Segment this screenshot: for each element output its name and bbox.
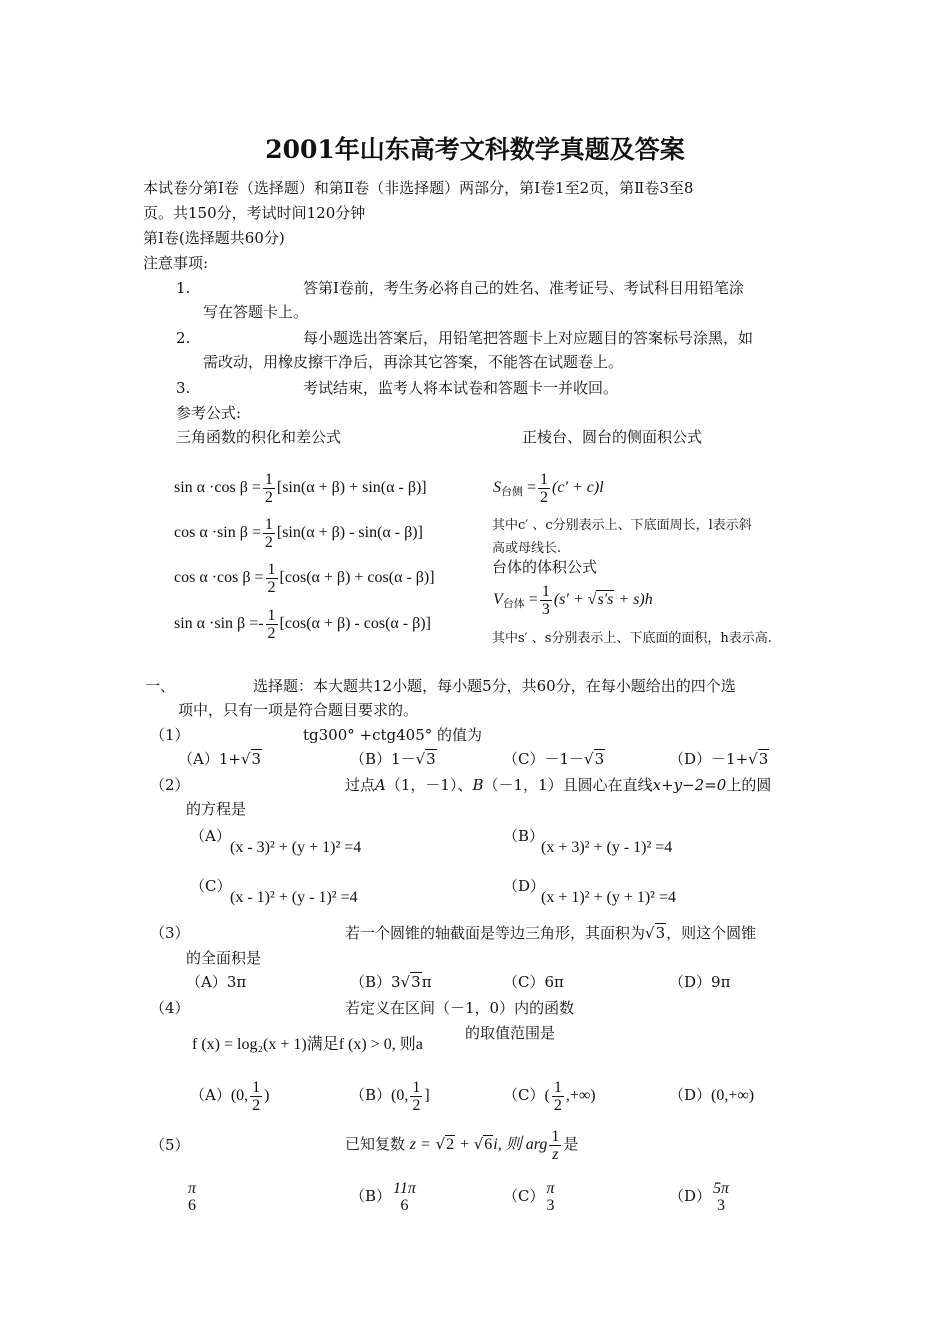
- square-root: 3: [758, 750, 769, 768]
- fraction-denominator: z: [552, 1145, 559, 1163]
- question-number: （3）: [150, 924, 190, 942]
- option-label: （C）: [503, 1086, 545, 1104]
- option-label: （D）－1+: [669, 750, 749, 768]
- square-root: s′s: [597, 591, 614, 608]
- square-root: 3: [426, 750, 436, 768]
- fraction-numerator: 1: [264, 515, 273, 533]
- formula-rhs: [sin(α + β) + sin(α - β)]: [276, 479, 427, 496]
- formula-part: z =: [409, 1136, 431, 1153]
- option-label: （C）: [503, 1187, 545, 1205]
- square-root: 3: [594, 750, 605, 768]
- square-root: 3: [251, 750, 262, 768]
- fraction-numerator: 11π: [393, 1180, 416, 1197]
- trig-formula: [174, 604, 472, 644]
- note-text: 写在答题卡上。: [203, 303, 309, 321]
- interval-part: (0,: [391, 1087, 409, 1104]
- option-label: （C）: [190, 877, 232, 895]
- question-stem: 已知复数 z = √2 + √6i, 则 arg $\frac{1}{z}$ 是: [345, 1127, 579, 1163]
- fraction-numerator: π: [546, 1180, 555, 1197]
- volume-formula: $V_{台体}$ = $\frac{1}{3}$ (s′ + √s′s + s)h: [493, 582, 653, 618]
- square-root: 3: [655, 924, 666, 942]
- option-label: （D）: [503, 877, 546, 895]
- option-label: （B）: [350, 1086, 392, 1104]
- lateral-note: 高或母线长.: [492, 541, 562, 556]
- question-stem: 的方程是: [186, 800, 247, 818]
- answer-option: [669, 1075, 754, 1116]
- stem-text: 是: [563, 1135, 579, 1153]
- trig-formula: [174, 558, 472, 598]
- stem-text: ，则这个圆锥: [666, 924, 757, 942]
- question-stem: tg300° +ctg405° 的值为: [303, 726, 483, 744]
- section-number: 一、: [145, 677, 176, 695]
- note-text: 需改动，用橡皮擦干净后，再涂其它答案，不能答在试题卷上。: [203, 353, 624, 371]
- note-number: 2.: [176, 329, 191, 347]
- fraction-denominator: 3: [541, 600, 550, 618]
- fraction-denominator: 2: [264, 488, 273, 506]
- fraction-numerator: 1: [412, 1078, 421, 1096]
- part-one-heading: 第Ⅰ卷(选择题共60分): [143, 229, 285, 247]
- formula-lhs: sin α ·sin β =-: [174, 615, 264, 632]
- question-number: （5）: [150, 1136, 190, 1154]
- section-text: 项中，只有一项是符合题目要求的。: [178, 701, 419, 719]
- formula-rhs: [sin(α + β) - sin(α - β)]: [276, 524, 423, 541]
- lateral-area-formula: [493, 468, 604, 512]
- section-text: 选择题：本大题共12小题，每小题5分，共60分，在每小题给出的四个选: [253, 677, 736, 695]
- formula-lhs: cos α ·cos β =: [174, 569, 264, 586]
- stem-text: 过点: [345, 776, 376, 794]
- notes-heading: 注意事项:: [143, 254, 209, 272]
- note-text: 考试结束，监考人将本试卷和答题卡一并收回。: [303, 379, 619, 397]
- formula-symbol: V: [493, 591, 503, 608]
- function-formula: f (x) = log₂(x + 1)满足f (x) > 0, 则a: [192, 1036, 423, 1053]
- fraction-denominator: 2: [264, 533, 273, 551]
- option-expression: (x - 1)² + (y - 1)² =4: [230, 889, 358, 906]
- formula-lhs: cos α ·sin β =: [174, 524, 261, 541]
- option-expression: (x + 3)² + (y - 1)² =4: [541, 839, 673, 856]
- fraction-numerator: π: [188, 1180, 197, 1197]
- stem-text: （－1，1）且圆心在直线: [483, 776, 653, 794]
- question-stem: 若一个圆锥的轴截面是等边三角形，其面积为√3，则这个圆锥: [345, 924, 757, 942]
- fraction-denominator: 2: [267, 624, 276, 642]
- formula-rhs: [cos(α + β) - cos(α - β)]: [279, 615, 431, 632]
- intro-line-2: 页。共150分，考试时间120分钟: [143, 204, 366, 222]
- answer-option: [190, 1075, 270, 1116]
- formula-symbol: S: [493, 479, 501, 496]
- answer-option: [669, 1176, 731, 1216]
- fraction-denominator: 2: [412, 1096, 421, 1114]
- fraction-denominator: 3: [546, 1197, 555, 1214]
- trig-formula: [174, 468, 472, 508]
- intro-line-1: 本试卷分第Ⅰ卷（选择题）和第Ⅱ卷（非选择题）两部分，第Ⅰ卷1至2页，第Ⅱ卷3至8: [143, 179, 694, 197]
- option-label: （D）: [669, 1086, 712, 1104]
- answer-option: （C）－1－√3: [503, 750, 605, 768]
- question-number: （1）: [150, 726, 190, 744]
- option-label: （B）3: [350, 973, 401, 991]
- fraction-numerator: 1: [267, 606, 276, 624]
- formula-part: +: [459, 1136, 469, 1153]
- question-stem: 若定义在区间（－1，0）内的函数: [345, 999, 575, 1017]
- fraction-numerator: 1: [264, 470, 273, 488]
- answer-option: （B）1－√3: [350, 750, 436, 768]
- fraction-numerator: 1: [252, 1078, 261, 1096]
- formula-part: i, 则 arg: [493, 1136, 548, 1153]
- interval-part: (0,+∞): [711, 1087, 755, 1104]
- note-number: 3.: [176, 379, 191, 397]
- fraction-denominator: 2: [252, 1096, 261, 1114]
- note-number: 1.: [176, 279, 191, 297]
- answer-option: [503, 1176, 557, 1216]
- fraction-numerator: 1: [541, 582, 550, 600]
- question-stem: 的取值范围是: [465, 1024, 556, 1042]
- option-expression: (x + 1)² + (y + 1)² =4: [541, 889, 676, 906]
- formula-subscript: 台体: [502, 598, 525, 610]
- interval-part: ]: [424, 1087, 430, 1104]
- note-text: 每小题选出答案后，用铅笔把答题卡上对应题目的答案标号涂黑，如: [303, 329, 754, 347]
- fraction-numerator: 1: [540, 470, 549, 488]
- formula-subscript: 台侧: [501, 486, 523, 498]
- interval-part: (0,: [230, 1087, 249, 1104]
- answer-option: （A）1+√3: [178, 750, 262, 768]
- lateral-heading: 正棱台、圆台的侧面积公式: [522, 428, 703, 446]
- answer-option: （D）－1+√3: [669, 750, 769, 768]
- fraction-denominator: 2: [540, 488, 549, 506]
- lateral-note: 其中c′ 、c分别表示上、下底面周长，l表示斜: [492, 518, 752, 533]
- volume-note: 其中s′ 、s分别表示上、下底面的面积，h表示高.: [492, 631, 772, 646]
- option-label: （A）1+: [178, 750, 241, 768]
- fraction-denominator: 2: [553, 1096, 562, 1114]
- stem-text: （1，－1）、: [385, 776, 473, 794]
- trig-formula: [174, 513, 472, 553]
- interval-part: ): [264, 1087, 270, 1104]
- fraction-numerator: 1: [553, 1078, 562, 1096]
- answer-option: [350, 1075, 430, 1116]
- question-number: （2）: [150, 776, 190, 794]
- point-label: B: [472, 776, 484, 794]
- line-equation: x+y−2=0: [652, 776, 727, 794]
- equals-sign: =: [528, 591, 538, 608]
- question-number: （4）: [150, 999, 190, 1017]
- option-text: π: [421, 973, 432, 991]
- square-root: 3: [411, 973, 421, 991]
- square-root: 6: [484, 1136, 493, 1153]
- fraction-denominator: 3: [717, 1197, 726, 1214]
- formula-rhs: (c′ + c)l: [552, 479, 604, 496]
- option-label: （B）1－: [350, 750, 416, 768]
- fraction-denominator: 6: [188, 1197, 196, 1214]
- fraction-numerator: 1: [551, 1127, 560, 1145]
- volume-heading: 台体的体积公式: [492, 558, 598, 576]
- fraction-numerator: 1: [267, 560, 276, 578]
- interval-part: ,+∞): [565, 1087, 596, 1104]
- fraction-denominator: 2: [267, 578, 276, 596]
- option-label: （A）: [190, 1086, 231, 1104]
- option-label: （C）－1－: [503, 750, 585, 768]
- answer-option: [503, 1075, 596, 1116]
- stem-text: 若一个圆锥的轴截面是等边三角形，其面积为: [345, 924, 646, 942]
- fraction-numerator: 5π: [713, 1180, 730, 1197]
- question-stem: 的全面积是: [186, 949, 262, 967]
- formula-lhs: sin α ·cos β =: [174, 479, 261, 496]
- formula-rhs: [cos(α + β) + cos(α - β)]: [279, 569, 435, 586]
- option-label: （B）: [503, 827, 545, 845]
- fraction-denominator: 6: [400, 1197, 409, 1214]
- answer-option: （C）6π: [503, 973, 564, 991]
- option-label: （D）: [669, 1187, 712, 1205]
- answer-option: [350, 1176, 418, 1216]
- answer-option: [186, 1176, 198, 1216]
- option-expression: (x - 3)² + (y + 1)² =4: [230, 839, 362, 856]
- interval-part: (: [544, 1087, 550, 1104]
- answer-option: （A）3π: [186, 973, 247, 991]
- answer-option: （D）9π: [669, 973, 731, 991]
- stem-text: 已知复数: [345, 1135, 406, 1153]
- trig-heading: 三角函数的积化和差公式: [176, 428, 342, 446]
- equals-sign: =: [527, 479, 537, 496]
- question-stem: [345, 775, 771, 795]
- option-label: （A）: [190, 827, 231, 845]
- page-title: 2001年山东高考文科数学真题及答案: [265, 135, 685, 164]
- answer-option: （B）3√3π: [350, 973, 432, 991]
- formula-part: (s′ +: [553, 591, 584, 608]
- square-root: 2: [446, 1136, 455, 1153]
- point-label: A: [375, 776, 386, 794]
- stem-text: 上的圆: [726, 776, 772, 794]
- formulas-heading: 参考公式:: [176, 404, 242, 422]
- formula-part: + s)h: [618, 591, 653, 608]
- option-label: （B）: [350, 1187, 392, 1205]
- note-text: 答第Ⅰ卷前，考生务必将自己的姓名、准考证号、考试科目用铅笔涂: [303, 279, 744, 297]
